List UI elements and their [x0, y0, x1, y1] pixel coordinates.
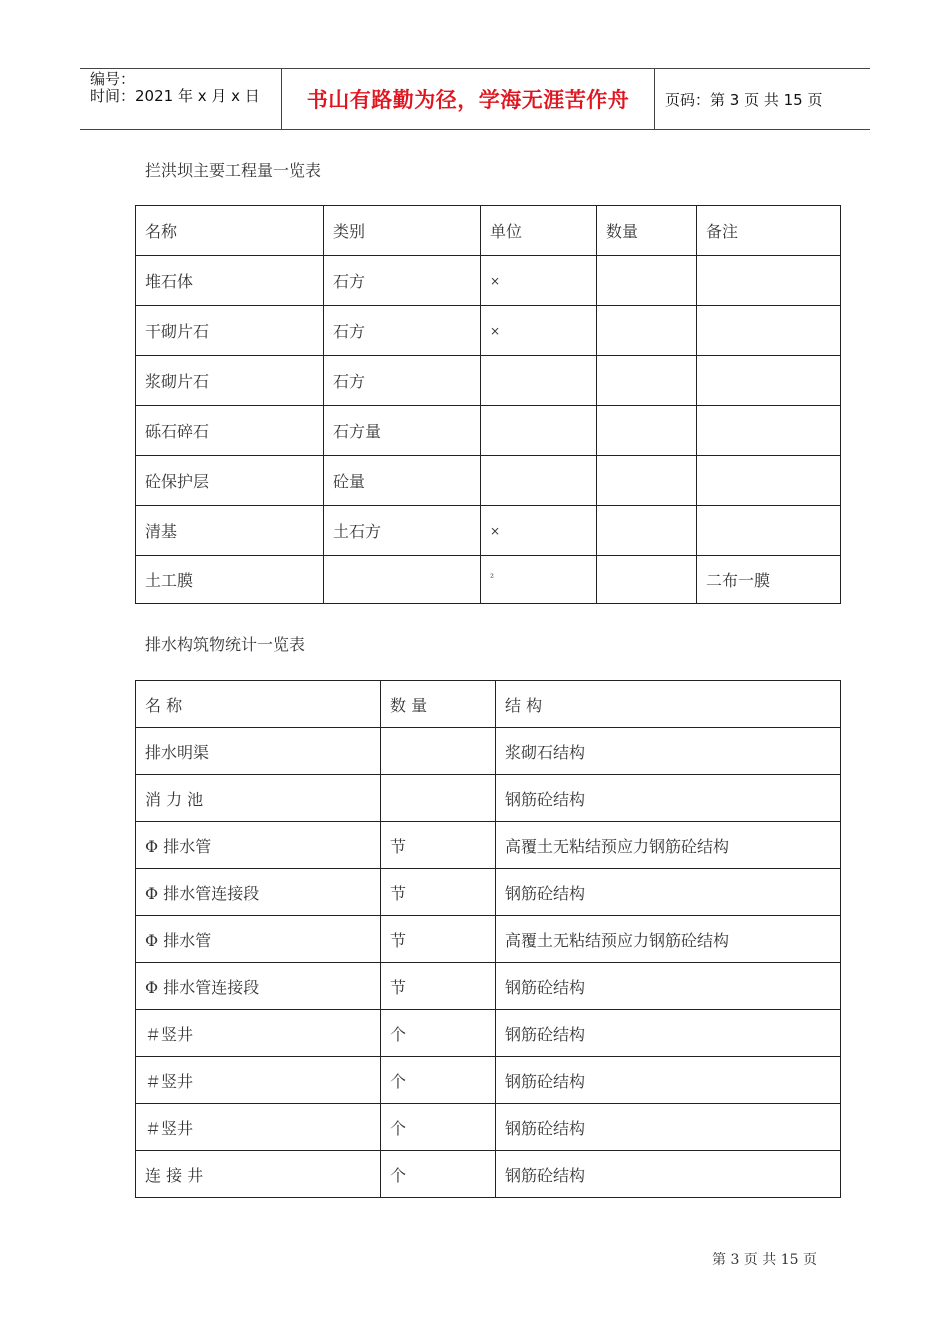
table-cell: 干砌片石 [136, 306, 324, 356]
table-cell [597, 356, 697, 406]
header-cell: 备注 [697, 206, 841, 256]
drainage-structures-table [135, 680, 841, 1198]
header-cell: 类别 [324, 206, 481, 256]
table-row [136, 775, 841, 822]
date-label: 时间：2021 年 x 月 x 日 [90, 87, 260, 105]
table-cell [697, 406, 841, 456]
table-row [136, 556, 841, 604]
table-cell: 堆石体 [136, 256, 324, 306]
serial-number-label: 编号： [90, 70, 136, 88]
table-cell [697, 306, 841, 356]
table-cell: 节 [381, 822, 496, 869]
table-cell: × [481, 506, 597, 556]
table-cell: 土石方 [324, 506, 481, 556]
table-cell [597, 556, 697, 604]
table-row [136, 1010, 841, 1057]
table-cell: 个 [381, 1151, 496, 1198]
page-footer: 第 3 页 共 15 页 [712, 1252, 817, 1268]
table-cell: 个 [381, 1104, 496, 1151]
header-cell: 名 称 [136, 681, 381, 728]
table-cell: 清基 [136, 506, 324, 556]
table-cell: 节 [381, 963, 496, 1010]
table-cell [697, 456, 841, 506]
table-row [136, 406, 841, 456]
table-cell: 节 [381, 869, 496, 916]
table-cell: 二布一膜 [697, 556, 841, 604]
table-cell [381, 728, 496, 775]
table-row [136, 963, 841, 1010]
table-cell: 石方 [324, 306, 481, 356]
table-cell [481, 406, 597, 456]
table-cell: Φ 排水管 [136, 822, 381, 869]
table-cell: 钢筋砼结构 [496, 1104, 841, 1151]
table-cell: ＃竖井 [136, 1104, 381, 1151]
table-cell [597, 306, 697, 356]
table-cell [597, 406, 697, 456]
table-cell [481, 356, 597, 406]
table-cell: 砼保护层 [136, 456, 324, 506]
table-cell: ＃竖井 [136, 1057, 381, 1104]
table-cell: 石方量 [324, 406, 481, 456]
table-row [136, 306, 841, 356]
table-cell [597, 256, 697, 306]
header-cell: 数量 [597, 206, 697, 256]
table-row [136, 1151, 841, 1198]
table-cell [697, 506, 841, 556]
table-row [136, 1104, 841, 1151]
table-cell: 石方 [324, 256, 481, 306]
table1-caption: 拦洪坝主要工程量一览表 [145, 161, 322, 180]
table-cell: Φ 排水管连接段 [136, 963, 381, 1010]
header-cell: 数 量 [381, 681, 496, 728]
table-cell: 排水明渠 [136, 728, 381, 775]
table-row [136, 456, 841, 506]
table-cell: × [481, 256, 597, 306]
table-row [136, 869, 841, 916]
table-cell: × [481, 306, 597, 356]
header-cell: 单位 [481, 206, 597, 256]
table-cell: 个 [381, 1057, 496, 1104]
table-cell: 节 [381, 916, 496, 963]
table-cell: Φ 排水管连接段 [136, 869, 381, 916]
table-cell [597, 456, 697, 506]
page-header [80, 68, 870, 130]
table-cell: 砾石碎石 [136, 406, 324, 456]
table-cell: 钢筋砼结构 [496, 869, 841, 916]
table-cell: 浆砌片石 [136, 356, 324, 406]
table-cell: 个 [381, 1010, 496, 1057]
table-cell [481, 456, 597, 506]
table-cell: 石方 [324, 356, 481, 406]
header-motto: 书山有路勤为径，学海无涯苦作舟 [282, 69, 655, 129]
table-row [136, 356, 841, 406]
table-cell [697, 356, 841, 406]
engineering-quantities-table [135, 205, 841, 604]
table-row [136, 506, 841, 556]
table-cell: Φ 排水管 [136, 916, 381, 963]
table-row [136, 256, 841, 306]
table-cell [481, 556, 597, 604]
table-row [136, 728, 841, 775]
table-cell: 连 接 井 [136, 1151, 381, 1198]
table-row [136, 822, 841, 869]
header-cell: 结 构 [496, 681, 841, 728]
table-cell: 钢筋砼结构 [496, 775, 841, 822]
table-cell: 砼量 [324, 456, 481, 506]
table-header-row [136, 681, 841, 728]
table-cell: 浆砌石结构 [496, 728, 841, 775]
header-cell: 名称 [136, 206, 324, 256]
table-cell [597, 506, 697, 556]
header-meta [80, 69, 282, 129]
table-cell: 钢筋砼结构 [496, 963, 841, 1010]
superscript-two: ² [490, 573, 495, 584]
table2-caption: 排水构筑物统计一览表 [145, 635, 306, 654]
table-cell [697, 256, 841, 306]
table-cell: 高覆土无粘结预应力钢筋砼结构 [496, 916, 841, 963]
table-cell: ＃竖井 [136, 1010, 381, 1057]
table-cell: 钢筋砼结构 [496, 1151, 841, 1198]
table-cell: 钢筋砼结构 [496, 1010, 841, 1057]
table-cell: 消 力 池 [136, 775, 381, 822]
table-row [136, 916, 841, 963]
table-cell [381, 775, 496, 822]
header-page-code: 页码：第 3 页 共 15 页 [665, 90, 823, 109]
table-header-row [136, 206, 841, 256]
table-cell: 土工膜 [136, 556, 324, 604]
table-cell: 钢筋砼结构 [496, 1057, 841, 1104]
table-cell [324, 556, 481, 604]
table-cell: 高覆土无粘结预应力钢筋砼结构 [496, 822, 841, 869]
table-row [136, 1057, 841, 1104]
